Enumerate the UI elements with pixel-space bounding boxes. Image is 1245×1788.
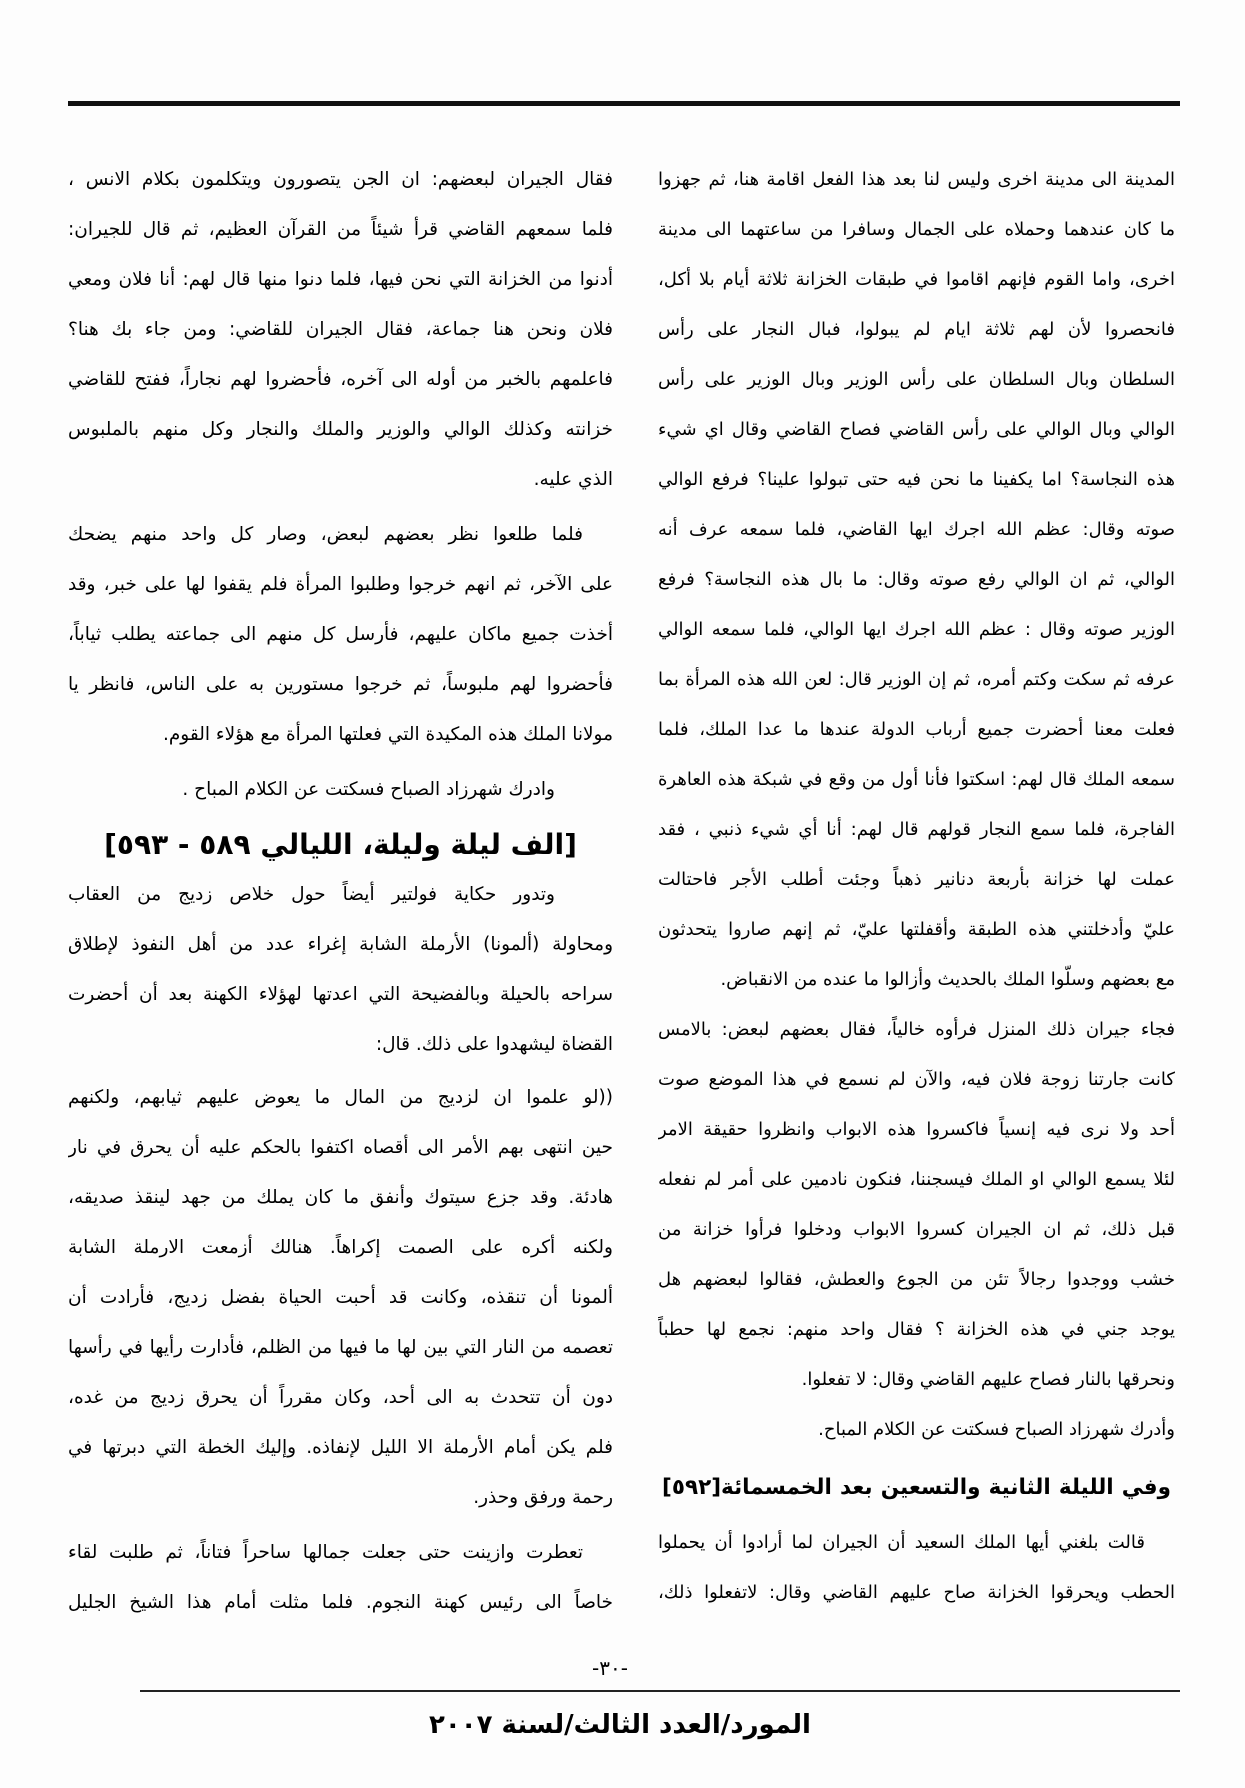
text-line: خزانته وكذلك الوالي والوزير والملك والنجار وكل منهم بالملبوس [68,419,613,440]
quote-line: تعطرت وازينت حتى جعلت جمالها ساحراً فتاناً، ثم طلبت لقاء [68,1542,583,1563]
text-line: الوزير صوته وقال : عظم الله اجرك ايها الوالي، فلما سمعه الوالي [658,619,1175,640]
text-line: أحد ولا نرى فيه إنسياً فاكسروا هذه الابواب وانظروا حقيقة الامر [658,1119,1175,1140]
quote-line: ((لو علموا ان لزديج من المال ما يعوض عليهم ثيابهم، ولكنهم [68,1087,613,1108]
text-line: ومحاولة (ألمونا) الأرملة الشابة إغراء عدد من أهل النفوذ لإطلاق [68,934,613,955]
text-line: الذي عليه. [533,469,613,490]
text-line: الوالي، ثم ان الوالي رفع صوته وقال: ما بال هذه النجاسة؟ فرفع [658,569,1175,590]
quote-line: دون أن تتحدث به الى أحد، وكان مقرراً أن يحرق زديج من غده، [68,1387,613,1408]
text-line: فلما سمعهم القاضي قرأ شيئاً من القرآن العظيم، ثم قال للجيران: [68,219,613,240]
text-line: يوجد جني في هذه الخزانة ؟ فقال واحد منهم: نجمع لها حطباً [658,1319,1175,1340]
text-line: سمعه الملك قال لهم: اسكتوا فأنا أول من وقع في شبكة هذه العاهرة [658,769,1175,790]
text-line: فأحضروا لهم ملبوساً، ثم خرجوا مستورين به على الناس، فانظر يا [68,674,613,695]
text-line: فقال الجيران لبعضهم: ان الجن يتصورون ويتكلمون بكلام الانس ، [68,169,613,190]
text-line: فاعلمهم بالخبر من أوله الى آخره، فأحضروا لهم نجاراً، ففتح للقاضي [68,369,613,390]
text-line: سراحه بالحيلة وبالفضيحة التي اعدتها لهؤلاء الكهنة بعد أن أحضرت [68,984,613,1005]
left-column [68,155,613,1628]
text-line: فلما طلعوا نظر بعضهم لبعض، وصار كل واحد منهم يضحك [68,524,583,545]
text-line: أخذت جميع ماكان عليهم، فأرسل كل منهم الى جماعته يطلب ثياباً، [68,624,613,645]
bottom-rule [140,1690,1180,1692]
text-line: قبل ذلك، ثم ان الجيران كسروا الابواب ودخلوا فرأوا خزانة من [658,1219,1175,1240]
text-line: فعلت معنا أحضرت جميع أرباب الدولة عندها ما عدا الملك، فلما [658,719,1175,740]
text-line: الوالي وبال الوالي على رأس القاضي فصاح القاضي وقال اي شيء [658,419,1175,440]
text-line: وأدرك شهرزاد الصباح فسكتت عن الكلام المباح. [818,1419,1175,1440]
text-line: صوته وقال: عظم الله اجرك ايها القاضي، فلما سمعه عرف أنه [658,519,1175,540]
quote-line: خاصاً الى رئيس كهنة النجوم. فلما مثلت أمام هذا الشيخ الجليل [68,1592,613,1613]
text-line: فلان ونحن هنا جماعة، فقال الجيران للقاضي: ومن جاء بك هنا؟ [68,319,613,340]
text-line: خشب ووجدوا رجالاً تئن من الجوع والعطش، فقالوا لبعضهم هل [658,1269,1175,1290]
text-line: ونحرقها بالنار فصاح عليهم القاضي وقال: لا تفعلوا. [801,1369,1175,1390]
text-line: كانت جارتنا زوجة فلان فيه، والآن لم نسمع في هذا الموضع صوت [658,1069,1175,1090]
quote-line: ألمونا أن تنقذه، وكانت قد أحبت الحياة بفضل زديج، فأرادت أن [68,1287,613,1308]
right-column [658,155,1175,1618]
quote-line: فلم يكن أمام الأرملة الا الليل لإنفاذه. وإليك الخطة التي دبرتها في [68,1437,613,1458]
text-line: فانحصروا لأن لهم ثلاثة ايام لم يبولوا، فبال النجار على رأس [658,319,1175,340]
text-line: ما كان عندهما وحملاه على الجمال وسافرا من ساعتهما الى مدينة [658,219,1175,240]
text-line: وتدور حكاية فولتير أيضاً حول خلاص زديج من العقاب [68,884,555,905]
quote-line: حين انتهى بهم الأمر الى أقصاه اكتفوا بالحكم عليه أن يحرق في نار [68,1137,613,1158]
text-line: السلطان وبال السلطان على رأس الوزير وبال الوزير على رأس [658,369,1175,390]
text-line: قالت بلغني أيها الملك السعيد أن الجيران لما أرادوا أن يحملوا [658,1532,1145,1553]
text-line: عليّ وأدخلتني هذه الطبقة وأقفلتها عليّ، ثم إنهم صاروا يتحدثون [658,919,1175,940]
text-line: لئلا يسمع الوالي او الملك فيسجننا، فنكون نادمين على أمر لم نفعله [658,1169,1175,1190]
text-line: مولانا الملك هذه المكيدة التي فعلتها المرأة مع هؤلاء القوم. [162,724,613,745]
text-line: على الآخر، ثم انهم خرجوا وطلبوا المرأة فلم يقفوا لها على خبر، وقد [68,574,613,595]
text-line: عملت لها خزانة بأربعة دنانير ذهباً وجئت أطلب الأجر فاحتالت [658,869,1175,890]
text-line: الفاجرة، فلما سمع النجار قولهم قال لهم: أنا أي شيء ذنبي ، فقد [658,819,1175,840]
text-line: فجاء جيران ذلك المنزل فرأوه خالياً، فقال بعضهم لبعض: بالامس [658,1019,1175,1040]
page-number: -٣٠- [592,1656,628,1680]
quote-line: تعصمه من النار التي بين لها ما فيها من الظلم، فأدارت رأيها في رأسها [68,1337,613,1358]
text-line: الحطب ويحرقوا الخزانة صاح عليهم القاضي وقال: لاتفعلوا ذلك، [658,1582,1175,1603]
night-heading: وفي الليلة الثانية والتسعين بعد الخمسمائة[٥٩٢] [662,1475,1171,1500]
text-line: عرفه ثم سكت وكتم أمره، ثم إن الوزير قال: لعن الله هذه المرأة بما [658,669,1175,690]
text-line: أدنوا من الخزانة التي نحن فيها، فلما دنوا منها قال لهم: أنا فلان ومعي [68,269,613,290]
text-line: المدينة الى مدينة اخرى وليس لنا بعد هذا الفعل اقامة هنا، ثم جهزوا [658,169,1175,190]
text-line: هذه النجاسة؟ اما يكفينا ما نحن فيه حتى تبولوا علينا؟ فرفع الوالي [658,469,1175,490]
top-rule [68,101,1180,106]
text-line: اخرى، واما القوم فإنهم اقاموا في طبقات الخزانة ثلاثة أيام بلا أكل، [658,269,1175,290]
quote-line: هادئة. وقد جزع سيتوك وأنفق ما كان يملك من جهد لينقذ صديقه، [68,1187,613,1208]
source-heading: [الف ليلة وليلة، الليالي ٥٨٩ - ٥٩٣] [104,828,577,861]
text-line: القضاة ليشهدوا على ذلك. قال: [375,1034,613,1055]
quote-line: ولكنه أكره على الصمت إكراهاً. هنالك أزمعت الارملة الشابة [68,1237,613,1258]
quote-line: رحمة ورفق وحذر. [473,1487,613,1508]
text-line: مع بعضهم وسلّوا الملك بالحديث وأزالوا ما عنده من الانقباض. [720,969,1175,990]
text-line: وادرك شهرزاد الصباح فسكتت عن الكلام المباح . [182,779,555,800]
journal-footer: المورد/العدد الثالث/لسنة ٢٠٠٧ [429,1710,811,1740]
